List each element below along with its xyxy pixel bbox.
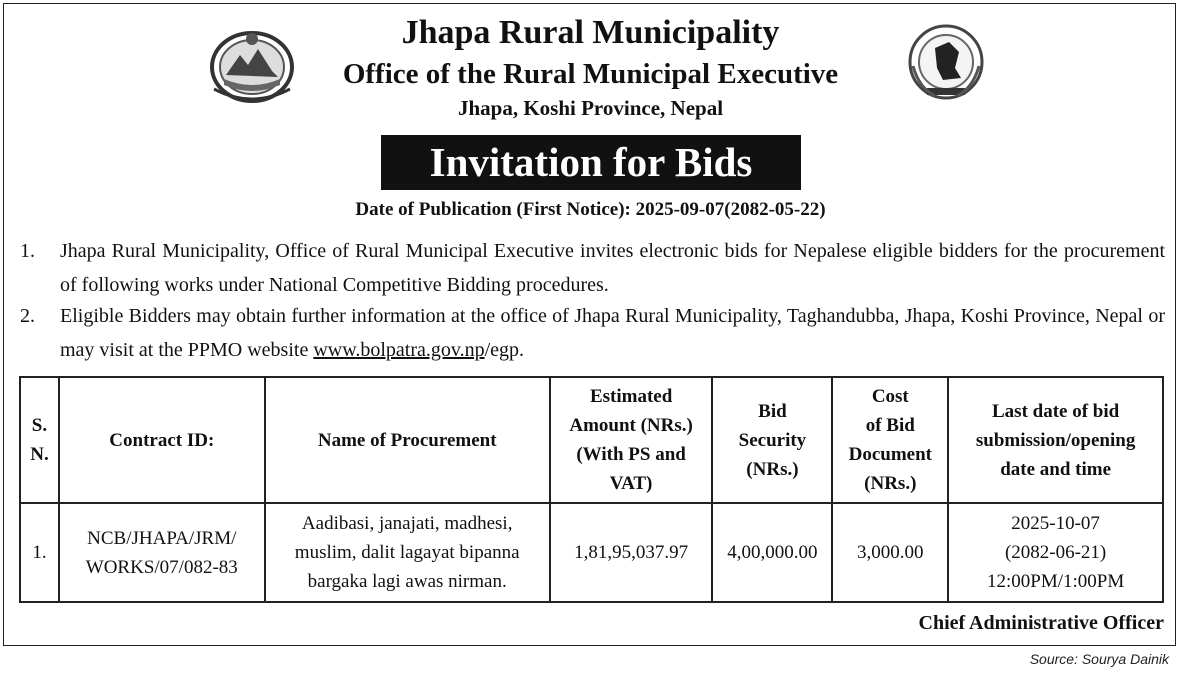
source-credit: Source: Sourya Dainik	[1029, 651, 1169, 667]
cell-security: 4,00,000.00	[712, 503, 832, 602]
cell-line: 12:00PM/1:00PM	[986, 571, 1125, 592]
cell-line: Contract ID:	[109, 429, 215, 451]
cell-line: Cost	[871, 386, 909, 407]
cell-line: muslim, dalit lagayat bipanna	[294, 542, 520, 563]
cell-name	[265, 503, 550, 602]
cell-line: NCB/JHAPA/JRM/	[87, 527, 237, 549]
organization-title: Jhapa Rural Municipality	[401, 14, 780, 51]
paragraph-2	[20, 299, 1165, 367]
notice-banner: Invitation for Bids	[381, 135, 801, 190]
paragraph-number: 1.	[20, 240, 35, 262]
cell-line: Name of Procurement	[317, 429, 497, 451]
cell-line: Security	[738, 429, 807, 451]
cell-line: Document	[848, 444, 932, 465]
cell-line: S.	[31, 415, 48, 436]
cell-line: (NRs.)	[746, 458, 799, 480]
header-contract-id	[59, 377, 265, 503]
cell-line: N.	[30, 444, 49, 465]
cell-line: 2025-10-07	[1011, 513, 1100, 534]
header-sn	[20, 377, 59, 503]
paragraph-text	[60, 299, 1165, 367]
cell-line: Bid	[758, 400, 787, 422]
cell-line: of Bid	[865, 415, 915, 436]
bids-table	[19, 376, 1164, 603]
table-header-row	[20, 377, 1163, 503]
cell-line: (NRs.)	[864, 473, 917, 494]
cell-amount: 1,81,95,037.97	[550, 503, 713, 602]
table-row	[20, 503, 1163, 602]
cell-cost: 3,000.00	[832, 503, 948, 602]
cell-line: date and time	[1000, 458, 1112, 480]
header-cost	[832, 377, 948, 503]
publication-date: Date of Publication (First Notice): 2025-09-07(2082-05-22)	[355, 199, 826, 220]
cell-line: Aadibasi, janajati, madhesi,	[301, 513, 513, 534]
header-security	[712, 377, 832, 503]
office-subtitle: Office of the Rural Municipal Executive	[342, 58, 839, 90]
office-address: Jhapa, Koshi Province, Nepal	[457, 96, 724, 120]
signature: Chief Administrative Officer	[918, 612, 1164, 634]
cell-line: Amount (NRs.)	[569, 415, 693, 436]
cell-line: WORKS/07/082-83	[85, 556, 238, 578]
header-name	[265, 377, 550, 503]
header-amount	[550, 377, 713, 503]
cell-deadline	[948, 503, 1163, 602]
cell-line: Estimated	[589, 386, 673, 407]
cell-sn: 1.	[20, 503, 59, 602]
paragraph-text-part: /egp.	[484, 339, 525, 361]
header-deadline	[948, 377, 1163, 503]
ppmo-website-link[interactable]: www.bolpatra.gov.np	[313, 339, 485, 361]
cell-line: (2082-06-21)	[1004, 542, 1107, 563]
cell-line: Last date of bid	[992, 400, 1120, 422]
paragraph-number: 2.	[20, 305, 35, 327]
paragraph-text: Jhapa Rural Municipality, Office of Rural Municipal Executive invites electronic bids for Nepalese eligible bidders for the procurement of following works under National Competitive Bidding procedures.	[60, 240, 1165, 296]
cell-line: bargaka lagi awas nirman.	[307, 571, 507, 592]
cell-line: (With PS and	[576, 444, 686, 465]
cell-line: submission/opening	[975, 429, 1136, 451]
paragraph-text-part: Eligible Bidders may obtain further information at the office of Jhapa Rural Municipality, Taghandubba, Jhapa, Koshi Province, Nepal or may visit at the PPMO website	[60, 305, 1165, 361]
cell-line: VAT)	[609, 473, 653, 494]
paragraph-1	[20, 234, 1165, 302]
cell-contract-id	[59, 503, 265, 602]
